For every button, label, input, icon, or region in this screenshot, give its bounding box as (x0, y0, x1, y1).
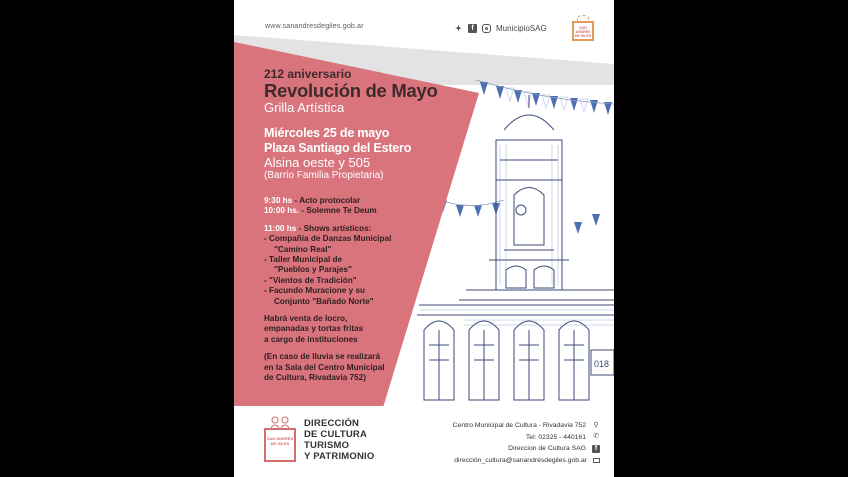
rain-note: (En caso de lluvia se realizará (264, 352, 381, 362)
svg-text:018: 018 (594, 359, 610, 369)
event-barrio: (Barrio Familia Propietaria) (264, 170, 384, 181)
facebook-icon: f (592, 445, 600, 453)
instagram-icon[interactable] (482, 24, 491, 33)
food-note: Habrá venta de locro, (264, 314, 348, 324)
show-item: - Compañía de Danzas Municipal (264, 234, 392, 244)
program-item: 9:30 hs - Acto protocolar (264, 196, 361, 205)
culture-logo (263, 416, 297, 468)
program-item: 10:00 hs. - Solemne Te Deum (264, 206, 377, 216)
event-place: Plaza Santiago del Estero (264, 141, 412, 155)
show-item: - Facundo Muracione y su (264, 286, 365, 296)
anniversary-label: 212 aniversario (264, 67, 352, 81)
event-title: Revolución de Mayo (264, 80, 438, 101)
show-item: "Pueblos y Parajes" (274, 265, 352, 275)
show-item: - Taller Municipal de (264, 255, 343, 265)
social-handle: MunicipioSAG (496, 24, 547, 33)
header-bar (234, 0, 614, 50)
mail-icon (593, 458, 600, 463)
show-item: Conjunto "Bañado Norte" (274, 296, 374, 306)
website-url[interactable]: www.sanandresdegiles.gob.ar (265, 23, 364, 30)
food-note: empanadas y tortas fritas (264, 324, 364, 334)
program-item: 11:00 hs - Shows artísticos: (264, 223, 372, 233)
event-date: Miércoles 25 de mayo (264, 126, 390, 140)
people-icon (269, 416, 291, 428)
event-address: Alsina oeste y 505 (264, 155, 371, 170)
municipal-logo (570, 15, 596, 45)
show-item: - "Vientos de Tradición" (264, 275, 357, 285)
food-note: a cargo de instituciones (264, 334, 358, 344)
contact-info (453, 420, 600, 466)
rain-note: en la Sala del Centro Municipal (264, 362, 385, 372)
poster-content (264, 68, 484, 384)
contact-address: Centro Municipal de Cultura - Rivadavia 752 ⚲ (452, 421, 599, 429)
facebook-icon[interactable]: f (468, 24, 477, 33)
contact-phone[interactable]: Tel: 02325 - 440161 ✆ (525, 433, 599, 441)
event-subtitle: Grilla Artística (264, 100, 345, 115)
program-list (264, 196, 484, 384)
contact-facebook[interactable]: Direccion de Cultura SAG f (453, 443, 600, 455)
location-pin-icon: ⚲ (593, 421, 599, 429)
rain-note: de Cultura, Rivadavia 752) (264, 373, 366, 383)
twitter-icon[interactable]: ✦ (455, 24, 462, 33)
department-title: DIRECCIÓN DE CULTURA TURISMO Y PATRIMONIO (304, 418, 375, 462)
event-poster (234, 0, 614, 477)
contact-email[interactable]: dirección_cultura@sanandrésdegiles.gob.ar (453, 455, 600, 467)
social-links (454, 24, 547, 33)
footer (234, 406, 614, 477)
show-item: "Camino Real" (274, 244, 332, 254)
phone-icon: ✆ (593, 433, 599, 441)
culture-logo-box: SAN ANDRÉS DE GILES (264, 428, 296, 462)
logo-box: SAN ANDRÉS DE GILES (572, 21, 594, 41)
